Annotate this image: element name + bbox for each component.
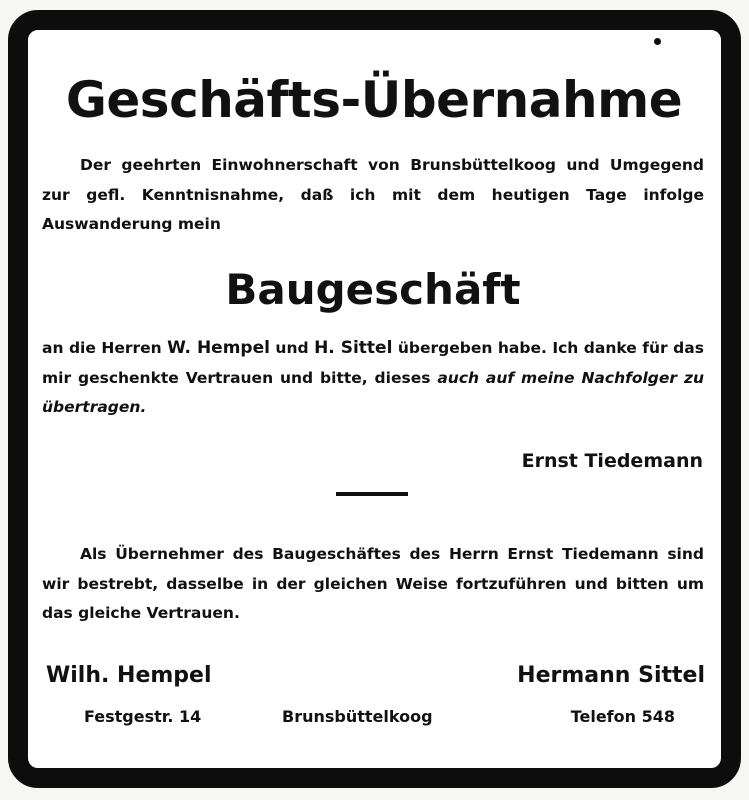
successor-name-2: H. Sittel bbox=[314, 338, 393, 358]
handover-paragraph bbox=[42, 334, 704, 423]
headline: Geschäfts-Übernahme bbox=[65, 71, 683, 129]
successors-paragraph: Als Übernehmer des Baugeschäftes des Herrn Ernst Tiedemann sind wir bestrebt, dasselbe in der gleichen Weise fortzuführen und bitten um das gleiche Vertrauen. bbox=[42, 545, 704, 622]
footer-phone: Telefon 548 bbox=[570, 707, 675, 726]
divider bbox=[336, 492, 408, 496]
intro-paragraph: Der geehrten Einwohnerschaft von Brunsbüttelkoog und Umgegend zur gefl. Kenntnisnahme, daß ich mit dem heutigen Tage infolge Auswanderung mein bbox=[42, 156, 704, 233]
footer-address: Festgestr. 14 bbox=[84, 707, 202, 726]
successor-name-1: W. Hempel bbox=[167, 338, 270, 358]
print-speck bbox=[654, 38, 661, 45]
handover-text-3: übergeben habe. Ich danke für das mir geschenkte Vertrauen und bitte, dieses bbox=[42, 339, 704, 387]
handover-text-1: an die Herren bbox=[42, 339, 162, 357]
footer-town: Brunsbüttelkoog bbox=[282, 707, 433, 726]
handover-text-2: und bbox=[275, 339, 309, 357]
footer-name-left: Wilh. Hempel bbox=[46, 663, 212, 688]
subheadline: Baugeschäft bbox=[225, 265, 521, 314]
signature: Ernst Tiedemann bbox=[521, 450, 703, 472]
handover-text-4: auch auf meine Nachfolger zu übertragen. bbox=[42, 368, 705, 416]
footer-name-right: Hermann Sittel bbox=[517, 663, 705, 688]
